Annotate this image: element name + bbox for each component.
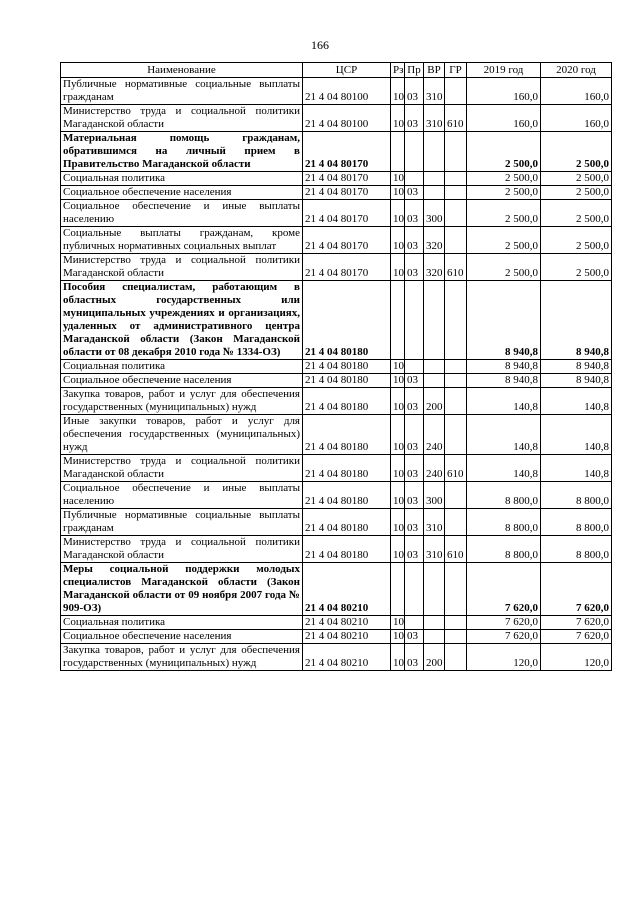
- row-csr: 21 4 04 80170: [303, 254, 391, 281]
- table-header-row: [61, 63, 612, 78]
- row-value-2020: 140,8: [541, 388, 612, 415]
- row-name: Материальная помощь гражданам, обратившимся на личный прием в Правительство Магаданской области: [61, 132, 303, 172]
- row-pr: 03: [405, 200, 424, 227]
- row-vr: 240: [424, 455, 445, 482]
- row-vr: 310: [424, 536, 445, 563]
- row-pr: 03: [405, 388, 424, 415]
- row-csr: 21 4 04 80180: [303, 509, 391, 536]
- row-name: Министерство труда и социальной политики Магаданской области: [61, 536, 303, 563]
- row-vr: 310: [424, 509, 445, 536]
- table-row: [61, 281, 612, 360]
- table-row: [61, 455, 612, 482]
- row-value-2020: 140,8: [541, 415, 612, 455]
- row-rz: 10: [391, 227, 405, 254]
- row-value-2019: 160,0: [467, 105, 541, 132]
- row-pr: 03: [405, 630, 424, 644]
- row-rz: 10: [391, 254, 405, 281]
- row-value-2020: 2 500,0: [541, 172, 612, 186]
- row-gr: [445, 78, 467, 105]
- row-csr: 21 4 04 80180: [303, 536, 391, 563]
- row-rz: 10: [391, 536, 405, 563]
- budget-table: [60, 62, 612, 671]
- row-pr: 03: [405, 509, 424, 536]
- row-vr: 300: [424, 482, 445, 509]
- row-value-2019: 160,0: [467, 78, 541, 105]
- table-row: [61, 415, 612, 455]
- row-value-2020: 2 500,0: [541, 186, 612, 200]
- row-csr: 21 4 04 80210: [303, 644, 391, 671]
- row-rz: 10: [391, 105, 405, 132]
- row-value-2019: 7 620,0: [467, 630, 541, 644]
- row-pr: 03: [405, 227, 424, 254]
- row-name: Социальное обеспечение населения: [61, 374, 303, 388]
- row-rz: 10: [391, 455, 405, 482]
- row-name: Социальное обеспечение и иные выплаты населению: [61, 482, 303, 509]
- row-value-2020: 2 500,0: [541, 227, 612, 254]
- table-row: [61, 132, 612, 172]
- table-row: [61, 509, 612, 536]
- row-pr: [405, 132, 424, 172]
- row-vr: [424, 374, 445, 388]
- row-csr: 21 4 04 80180: [303, 374, 391, 388]
- row-gr: [445, 186, 467, 200]
- row-pr: [405, 172, 424, 186]
- row-name: Министерство труда и социальной политики Магаданской области: [61, 455, 303, 482]
- row-pr: 03: [405, 536, 424, 563]
- row-value-2020: 120,0: [541, 644, 612, 671]
- row-value-2019: 8 940,8: [467, 360, 541, 374]
- row-rz: [391, 132, 405, 172]
- row-value-2020: 7 620,0: [541, 563, 612, 616]
- row-name: Пособия специалистам, работающим в областных государственных или муниципальных учреждениях и организациях, удаленных от административного центра Магаданской области (Закон Магаданской области от 08 декабря 2010 года № 1334-ОЗ): [61, 281, 303, 360]
- row-value-2020: 2 500,0: [541, 254, 612, 281]
- row-pr: [405, 360, 424, 374]
- header-gr: ГР: [445, 63, 467, 78]
- row-gr: [445, 360, 467, 374]
- row-value-2020: 8 800,0: [541, 536, 612, 563]
- row-value-2020: 8 940,8: [541, 374, 612, 388]
- row-value-2020: 140,8: [541, 455, 612, 482]
- row-vr: 200: [424, 644, 445, 671]
- row-pr: 03: [405, 644, 424, 671]
- row-value-2019: 7 620,0: [467, 616, 541, 630]
- row-csr: 21 4 04 80180: [303, 360, 391, 374]
- row-vr: [424, 630, 445, 644]
- row-value-2019: 140,8: [467, 455, 541, 482]
- row-rz: 10: [391, 616, 405, 630]
- row-value-2020: 160,0: [541, 105, 612, 132]
- row-csr: 21 4 04 80170: [303, 172, 391, 186]
- row-gr: 610: [445, 254, 467, 281]
- table-row: [61, 200, 612, 227]
- row-pr: 03: [405, 482, 424, 509]
- header-rz: Рз: [391, 63, 405, 78]
- row-vr: 310: [424, 78, 445, 105]
- row-vr: [424, 616, 445, 630]
- row-name: Социальная политика: [61, 172, 303, 186]
- row-name: Социальная политика: [61, 360, 303, 374]
- header-csr: ЦСР: [303, 63, 391, 78]
- row-rz: [391, 563, 405, 616]
- row-gr: [445, 415, 467, 455]
- header-vr: ВР: [424, 63, 445, 78]
- row-vr: 200: [424, 388, 445, 415]
- row-csr: 21 4 04 80180: [303, 281, 391, 360]
- row-rz: 10: [391, 200, 405, 227]
- row-value-2019: 2 500,0: [467, 200, 541, 227]
- row-pr: 03: [405, 105, 424, 132]
- row-gr: [445, 563, 467, 616]
- row-csr: 21 4 04 80170: [303, 227, 391, 254]
- row-gr: [445, 482, 467, 509]
- row-value-2019: 8 940,8: [467, 374, 541, 388]
- row-pr: 03: [405, 415, 424, 455]
- row-value-2019: 2 500,0: [467, 186, 541, 200]
- row-csr: 21 4 04 80210: [303, 563, 391, 616]
- row-gr: 610: [445, 105, 467, 132]
- row-gr: [445, 388, 467, 415]
- row-vr: [424, 186, 445, 200]
- row-rz: 10: [391, 374, 405, 388]
- row-value-2019: 2 500,0: [467, 227, 541, 254]
- row-pr: [405, 616, 424, 630]
- row-name: Закупка товаров, работ и услуг для обеспечения государственных (муниципальных) нужд: [61, 388, 303, 415]
- row-pr: 03: [405, 455, 424, 482]
- table-row: [61, 536, 612, 563]
- row-csr: 21 4 04 80170: [303, 200, 391, 227]
- row-value-2020: 7 620,0: [541, 630, 612, 644]
- row-vr: 320: [424, 254, 445, 281]
- table-row: [61, 254, 612, 281]
- row-csr: 21 4 04 80170: [303, 132, 391, 172]
- row-gr: [445, 509, 467, 536]
- row-rz: 10: [391, 78, 405, 105]
- row-value-2019: 140,8: [467, 415, 541, 455]
- row-gr: [445, 281, 467, 360]
- row-value-2019: 8 800,0: [467, 509, 541, 536]
- row-vr: [424, 563, 445, 616]
- row-rz: 10: [391, 509, 405, 536]
- header-2020: 2020 год: [541, 63, 612, 78]
- row-value-2020: 8 940,8: [541, 281, 612, 360]
- row-vr: [424, 132, 445, 172]
- table-row: [61, 644, 612, 671]
- table-row: [61, 227, 612, 254]
- row-name: Министерство труда и социальной политики Магаданской области: [61, 105, 303, 132]
- row-rz: 10: [391, 415, 405, 455]
- row-pr: 03: [405, 78, 424, 105]
- table-row: [61, 482, 612, 509]
- row-gr: [445, 132, 467, 172]
- row-name: Социальная политика: [61, 616, 303, 630]
- row-value-2020: 8 940,8: [541, 360, 612, 374]
- row-gr: [445, 616, 467, 630]
- row-gr: [445, 227, 467, 254]
- table-row: [61, 616, 612, 630]
- table-row: [61, 563, 612, 616]
- row-value-2019: 140,8: [467, 388, 541, 415]
- row-rz: 10: [391, 360, 405, 374]
- row-vr: [424, 281, 445, 360]
- table-row: [61, 186, 612, 200]
- row-name: Социальное обеспечение и иные выплаты населению: [61, 200, 303, 227]
- row-csr: 21 4 04 80180: [303, 415, 391, 455]
- row-pr: [405, 281, 424, 360]
- table-row: [61, 78, 612, 105]
- row-name: Меры социальной поддержки молодых специалистов Магаданской области (Закон Магаданской области от 09 ноября 2007 года № 909-ОЗ): [61, 563, 303, 616]
- row-gr: [445, 644, 467, 671]
- row-pr: 03: [405, 186, 424, 200]
- row-vr: 320: [424, 227, 445, 254]
- page-number: 166: [311, 38, 329, 52]
- row-value-2020: 2 500,0: [541, 132, 612, 172]
- row-vr: 240: [424, 415, 445, 455]
- row-pr: 03: [405, 374, 424, 388]
- row-pr: [405, 563, 424, 616]
- header-2019: 2019 год: [467, 63, 541, 78]
- row-gr: 610: [445, 455, 467, 482]
- row-name: Социальное обеспечение населения: [61, 186, 303, 200]
- table-row: [61, 360, 612, 374]
- row-rz: 10: [391, 388, 405, 415]
- row-name: Социальное обеспечение населения: [61, 630, 303, 644]
- row-csr: 21 4 04 80100: [303, 105, 391, 132]
- row-value-2019: 2 500,0: [467, 254, 541, 281]
- row-value-2019: 7 620,0: [467, 563, 541, 616]
- header-name: Наименование: [61, 63, 303, 78]
- row-csr: 21 4 04 80170: [303, 186, 391, 200]
- row-rz: 10: [391, 644, 405, 671]
- row-name: Министерство труда и социальной политики Магаданской области: [61, 254, 303, 281]
- row-rz: 10: [391, 482, 405, 509]
- row-gr: [445, 200, 467, 227]
- row-vr: [424, 172, 445, 186]
- row-value-2020: 8 800,0: [541, 482, 612, 509]
- row-value-2020: 8 800,0: [541, 509, 612, 536]
- row-name: Публичные нормативные социальные выплаты гражданам: [61, 509, 303, 536]
- row-csr: 21 4 04 80180: [303, 388, 391, 415]
- row-value-2019: 2 500,0: [467, 132, 541, 172]
- row-gr: [445, 172, 467, 186]
- row-rz: [391, 281, 405, 360]
- row-rz: 10: [391, 186, 405, 200]
- table-row: [61, 630, 612, 644]
- row-rz: 10: [391, 630, 405, 644]
- row-csr: 21 4 04 80210: [303, 630, 391, 644]
- row-csr: 21 4 04 80210: [303, 616, 391, 630]
- row-value-2020: 7 620,0: [541, 616, 612, 630]
- row-gr: [445, 374, 467, 388]
- row-csr: 21 4 04 80180: [303, 455, 391, 482]
- row-pr: 03: [405, 254, 424, 281]
- header-pr: Пр: [405, 63, 424, 78]
- row-gr: 610: [445, 536, 467, 563]
- row-vr: [424, 360, 445, 374]
- row-name: Иные закупки товаров, работ и услуг для обеспечения государственных (муниципальных) нужд: [61, 415, 303, 455]
- row-name: Социальные выплаты гражданам, кроме публичных нормативных социальных выплат: [61, 227, 303, 254]
- row-rz: 10: [391, 172, 405, 186]
- row-value-2020: 160,0: [541, 78, 612, 105]
- row-value-2020: 2 500,0: [541, 200, 612, 227]
- row-csr: 21 4 04 80180: [303, 482, 391, 509]
- row-value-2019: 8 800,0: [467, 482, 541, 509]
- table-row: [61, 388, 612, 415]
- table-row: [61, 105, 612, 132]
- row-value-2019: 8 940,8: [467, 281, 541, 360]
- row-csr: 21 4 04 80100: [303, 78, 391, 105]
- row-gr: [445, 630, 467, 644]
- table-row: [61, 172, 612, 186]
- row-value-2019: 120,0: [467, 644, 541, 671]
- row-name: Публичные нормативные социальные выплаты гражданам: [61, 78, 303, 105]
- row-vr: 300: [424, 200, 445, 227]
- table-row: [61, 374, 612, 388]
- row-value-2019: 2 500,0: [467, 172, 541, 186]
- row-vr: 310: [424, 105, 445, 132]
- row-value-2019: 8 800,0: [467, 536, 541, 563]
- row-name: Закупка товаров, работ и услуг для обеспечения государственных (муниципальных) нужд: [61, 644, 303, 671]
